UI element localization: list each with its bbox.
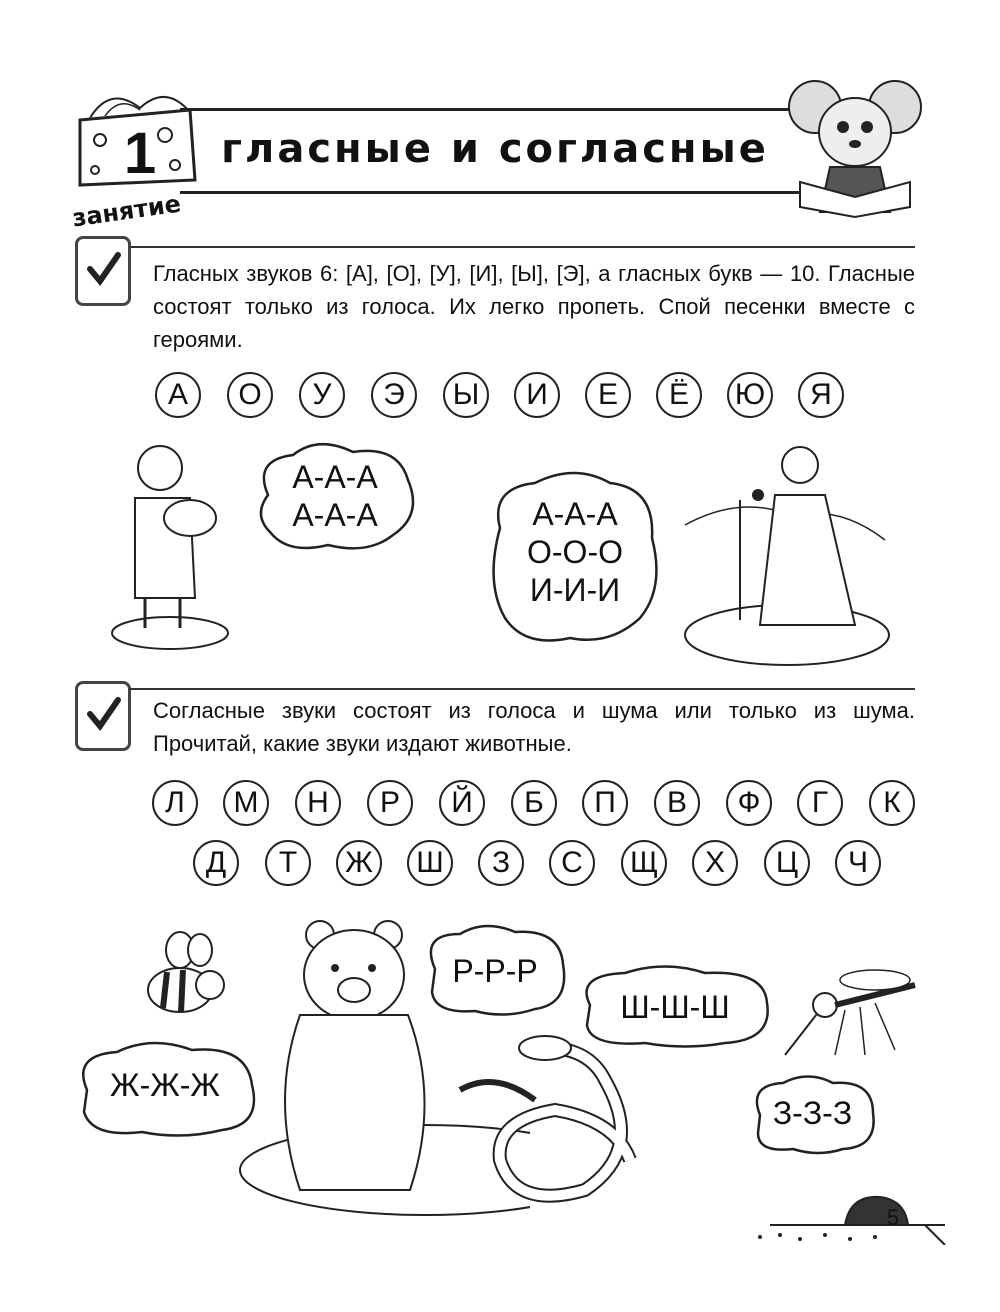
bubble-line: О-О-О — [527, 534, 623, 570]
letter-circle: Н — [295, 780, 341, 826]
bubble-line: И-И-И — [529, 572, 621, 608]
bubble-line: А-А-А — [292, 497, 378, 533]
letter-circle: Р — [367, 780, 413, 826]
letter-circle: З — [478, 840, 524, 886]
letter-circle: Б — [511, 780, 557, 826]
singer-illustration — [680, 435, 895, 670]
letter-circle: Е — [585, 372, 631, 418]
vowel-letters — [0, 372, 1000, 422]
bubble-text — [270, 458, 400, 534]
letter-circle: Х — [692, 840, 738, 886]
bubble-text: Ш-Ш-Ш — [620, 989, 730, 1025]
mosquito-illustration — [775, 965, 925, 1060]
snake-illustration — [455, 1030, 695, 1210]
check-icon — [78, 239, 128, 303]
letter-circle: Т — [265, 840, 311, 886]
letter-circle: М — [223, 780, 269, 826]
letter-circle: Э — [371, 372, 417, 418]
bubble-text: З-З-З — [772, 1095, 853, 1131]
letter-circle: С — [549, 840, 595, 886]
divider — [130, 246, 915, 248]
letter-circle: Ф — [726, 780, 772, 826]
bubble-text — [505, 495, 645, 609]
consonant-letters-row1 — [0, 780, 1000, 830]
page-title: гласные и согласные — [221, 126, 769, 172]
letter-circle: Й — [439, 780, 485, 826]
bubble-text: Ж-Ж-Ж — [110, 1067, 220, 1103]
letter-circle: Л — [152, 780, 198, 826]
letter-circle: А — [155, 372, 201, 418]
section1-text: Гласных звуков 6: [А], [О], [У], [И], [Ы], [Э], а гласных букв — 10. Гласные состоят только из голоса. Их легко пропеть. Спой песенки вместе с героями. — [153, 261, 915, 352]
letter-circle: Ц — [764, 840, 810, 886]
letter-circle: Ю — [727, 372, 773, 418]
mouse-hole-icon — [740, 1195, 950, 1245]
letter-circle: О — [227, 372, 273, 418]
mouse-reading-icon — [785, 72, 925, 222]
letter-circle: Щ — [621, 840, 667, 886]
letter-circle: Ё — [656, 372, 702, 418]
letter-circle: Я — [798, 372, 844, 418]
checkbox-section1[interactable] — [75, 236, 131, 306]
bubble-text: Р-Р-Р — [452, 953, 538, 989]
bubble-line: А-А-А — [292, 459, 378, 495]
lesson-word: занятие — [70, 189, 183, 233]
bubble-line: А-А-А — [532, 496, 618, 532]
divider — [130, 688, 915, 690]
letter-circle: И — [514, 372, 560, 418]
letter-circle: Ш — [407, 840, 453, 886]
letter-circle: Ч — [835, 840, 881, 886]
letter-circle: Г — [797, 780, 843, 826]
letter-circle: Ж — [336, 840, 382, 886]
letter-circle: Д — [193, 840, 239, 886]
checkbox-section2[interactable] — [75, 681, 131, 751]
letter-circle: В — [654, 780, 700, 826]
letter-circle: У — [299, 372, 345, 418]
page-number: 5 — [886, 1205, 900, 1230]
letter-circle: К — [869, 780, 915, 826]
check-icon — [78, 684, 128, 748]
lesson-number: 1 — [123, 121, 157, 186]
bee-illustration — [135, 930, 235, 1025]
consonant-letters-row2 — [0, 840, 1000, 890]
section2-text: Согласные звуки состоят из голоса и шума или только из шума. Прочитай, какие звуки издают животные. — [153, 698, 915, 756]
mother-baby-illustration — [110, 438, 235, 658]
letter-circle: П — [582, 780, 628, 826]
letter-circle: Ы — [443, 372, 489, 418]
